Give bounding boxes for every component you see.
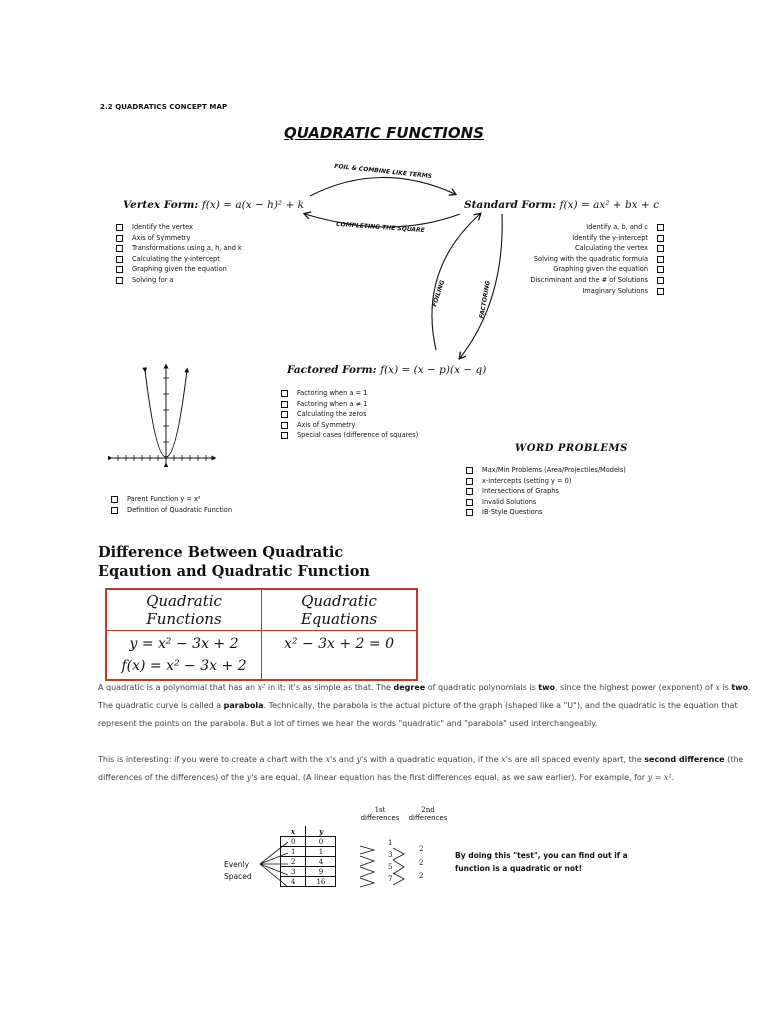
table-row: 0 0 xyxy=(281,837,336,847)
list-item: Transformations using a, h, and k xyxy=(116,243,242,254)
word-problems-title: WORD PROBLEMS xyxy=(515,443,628,454)
evenly-spaced-label: Evenly Spaced xyxy=(224,860,252,881)
list-item: Axis of Symmetry xyxy=(281,420,418,431)
list-item: Calculating the zeros xyxy=(281,409,418,420)
standard-form-list xyxy=(530,222,664,296)
list-item: Calculating the y-intercept xyxy=(116,254,242,265)
vertex-form-list xyxy=(116,222,242,286)
main-title: QUADRATIC FUNCTIONS xyxy=(284,124,484,142)
list-item: Discriminant and the # of Solutions xyxy=(530,275,664,286)
table-header: Quadratic Equations xyxy=(262,589,418,631)
parabola-graph xyxy=(108,362,218,467)
arrow-foil xyxy=(310,177,455,196)
list-item: Max/Min Problems (Area/Projectiles/Models) xyxy=(466,465,626,476)
first-difference-value: 5 xyxy=(388,863,393,871)
arrow-factoring xyxy=(460,214,502,358)
list-item: Special cases (difference of squares) xyxy=(281,430,418,441)
list-item: x-intercepts (setting y = 0) xyxy=(466,476,626,487)
table-cell: x² − 3x + 2 = 0 xyxy=(262,631,418,681)
parent-function-list xyxy=(111,494,232,515)
difference-heading: Difference Between Quadratic Eqaution and Quadratic Function xyxy=(98,544,370,580)
function-vs-equation-table xyxy=(105,588,418,681)
section-title: 2.2 QUADRATICS CONCEPT MAP xyxy=(100,103,228,111)
list-item: Invalid Solutions xyxy=(466,497,626,508)
foil-label: FOIL & COMBINE LIKE TERMS xyxy=(333,162,433,181)
list-item: Calculating the vertex xyxy=(530,243,664,254)
vertex-form-title: Vertex Form: f(x) = a(x − h)² + k xyxy=(123,199,305,211)
list-item: Parent Function y = x² xyxy=(111,494,232,505)
standard-form-title: Standard Form: f(x) = ax² + bx + c xyxy=(464,199,659,211)
list-item: Identify a, b, and c xyxy=(530,222,664,233)
first-differences-header: 1st differences xyxy=(360,806,400,822)
list-item: Solving with the quadratic formula xyxy=(530,254,664,265)
table-row: 1 1 xyxy=(281,847,336,857)
table-header: y xyxy=(306,826,336,837)
table-row: 2 4 xyxy=(281,857,336,867)
list-item: Intersections of Graphs xyxy=(466,486,626,497)
list-item: Graphing given the equation xyxy=(116,264,242,275)
table-cell: y = x² − 3x + 2 f(x) = x² − 3x + 2 xyxy=(106,631,262,681)
second-differences-header: 2nd differences xyxy=(408,806,448,822)
list-item: Factoring when a = 1 xyxy=(281,388,418,399)
first-difference-value: 1 xyxy=(388,839,393,847)
word-problems-list xyxy=(466,465,626,518)
first-difference-value: 3 xyxy=(388,851,393,859)
list-item: IB-Style Questions xyxy=(466,507,626,518)
difference-test-note: By doing this "test", you can find out if a function is a quadratic or not! xyxy=(455,851,628,873)
completing-label: COMPLETING THE SQUARE xyxy=(335,220,425,235)
paragraph-quadratic-definition: A quadratic is a polynomial that has an x² in it; it's as simple as that. The degree of quadratic polynomials is two, since the highest power (exponent) of x is two. The quadratic curve is called a parabola. Technically, the parabola is the actual picture of the graph (shaped like a "U"), and the quadratic is the equation that represent the points on the parabola. But a lot of times we hear the words "quadratic" and "parabola" used interchangeably. xyxy=(98,683,751,728)
table-header: Quadratic Functions xyxy=(106,589,262,631)
list-item: Graphing given the equation xyxy=(530,264,664,275)
table-row: 4 16 xyxy=(281,877,336,887)
list-item: Factoring when a ≠ 1 xyxy=(281,399,418,410)
list-item: Solving for a xyxy=(116,275,242,286)
factored-form-list xyxy=(281,388,418,441)
foiling-label: FOILING xyxy=(431,279,447,308)
list-item: Identify the vertex xyxy=(116,222,242,233)
second-difference-value: 2 xyxy=(419,872,424,880)
list-item: Definition of Quadratic Function xyxy=(111,505,232,516)
table-row: 3 9 xyxy=(281,867,336,877)
second-difference-value: 2 xyxy=(419,845,424,853)
factored-form-title: Factored Form: f(x) = (x − p)(x − q) xyxy=(287,364,487,376)
list-item: Identify the y-intercept xyxy=(530,233,664,244)
paragraph-second-difference: This is interesting: if you were to create a chart with the x's and y's with a quadratic equation, if the x's are all spaced evenly apart, the second difference (the differences of the differences) of the y's are equal. (A linear equation has the first differences equal, as we saw earlier). For example, for y = x². xyxy=(98,755,744,782)
factoring-label: FACTORING xyxy=(478,280,492,319)
list-item: Imaginary Solutions xyxy=(530,286,664,297)
list-item: Axis of Symmetry xyxy=(116,233,242,244)
second-difference-value: 2 xyxy=(419,859,424,867)
first-difference-value: 7 xyxy=(388,875,393,883)
differences-brackets xyxy=(256,830,431,900)
table-header: x xyxy=(281,826,306,837)
